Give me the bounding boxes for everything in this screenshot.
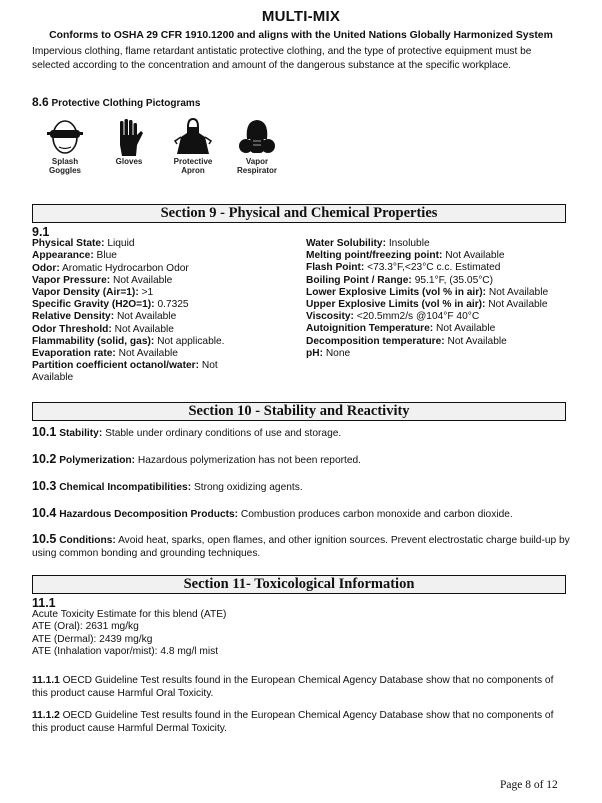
pictograms-heading-text: Protective Clothing Pictograms	[51, 98, 201, 109]
pictogram-vapor-respirator	[230, 117, 284, 175]
protective-apron-icon	[173, 117, 213, 157]
ate-line: Acute Toxicity Estimate for this blend (ATE)	[32, 609, 227, 621]
pictogram-gloves	[102, 117, 156, 175]
pictograms-heading	[32, 95, 200, 109]
pictogram-label: Vapor Respirator	[236, 157, 277, 175]
section-11-1-1: 11.1.1 OECD Guideline Test results found in the European Chemical Agency Database show that no components of this product cause Harmful Oral Toxicity.	[32, 675, 554, 699]
pictogram-label: Gloves	[115, 157, 143, 166]
section-11-ate	[32, 597, 226, 658]
property-row: Vapor Pressure: Not Available	[32, 274, 173, 286]
vapor-respirator-icon	[237, 117, 277, 157]
property-row: Partition coefficient octanol/water: Not Available	[32, 360, 218, 384]
property-row: Upper Explosive Limits (vol % in air): Not Available	[306, 299, 548, 311]
property-row: Flammability (solid, gas): Not applicable.	[32, 335, 225, 347]
property-row: Odor Threshold: Not Available	[32, 323, 174, 335]
section-9-number: 9.1	[32, 225, 50, 239]
document-title: MULTI-MIX	[261, 8, 341, 25]
section-11-number: 11.1	[32, 596, 56, 610]
section-9-header: Section 9 - Physical and Chemical Properties	[32, 204, 566, 223]
section-11-header: Section 11- Toxicological Information	[32, 575, 566, 594]
property-row: Odor: Aromatic Hydrocarbon Odor	[32, 262, 189, 274]
property-row: Melting point/freezing point: Not Available	[306, 250, 505, 262]
property-row: Autoignition Temperature: Not Available	[306, 323, 496, 335]
ate-line: ATE (Inhalation vapor/mist): 4.8 mg/l mist	[32, 645, 219, 657]
pictograms-number: 8.6	[32, 95, 49, 109]
property-row: Relative Density: Not Available	[32, 311, 177, 323]
document-subtitle: Conforms to OSHA 29 CFR 1910.1200 and aligns with the United Nations Globally Harmonized System	[49, 30, 553, 41]
page-number: Page 8 of 12	[500, 779, 558, 791]
property-row: pH: None	[306, 347, 351, 359]
intro-paragraph: Impervious clothing, flame retardant antistatic protective clothing, and the type of protective equipment must be selected according to the concentration and amount of the dangerous substance at the specific workplace.	[32, 46, 532, 71]
pictogram-label: Splash Goggles	[48, 157, 81, 175]
pictogram-protective-apron	[166, 117, 220, 175]
pictogram-label: Protective Apron	[173, 157, 213, 175]
property-row: Decomposition temperature: Not Available	[306, 335, 507, 347]
gloves-icon	[109, 117, 149, 157]
property-row: Evaporation rate: Not Available	[32, 348, 178, 360]
splash-goggles-icon	[45, 117, 85, 157]
property-row: Vapor Density (Air=1): >1	[32, 287, 154, 299]
property-row: Boiling Point / Range: 95.1°F, (35.05°C)	[306, 274, 494, 286]
pictogram-splash-goggles	[38, 117, 92, 175]
property-row: Viscosity: <20.5mm2/s @104°F 40°C	[306, 311, 480, 323]
property-row: Water Solubility: Insoluble	[306, 238, 430, 249]
property-row: Appearance: Blue	[32, 250, 117, 262]
section-10-4: 10.4 Hazardous Decomposition Products: Combustion produces carbon monoxide and carbon dioxide.	[32, 506, 513, 520]
section-10-2: 10.2 Polymerization: Hazardous polymerization has not been reported.	[32, 452, 362, 466]
ate-line: ATE (Dermal): 2439 mg/kg	[32, 633, 153, 645]
section-9-left-column	[32, 226, 302, 385]
section-10-3: 10.3 Chemical Incompatibilities: Strong oxidizing agents.	[32, 479, 303, 493]
property-row: Specific Gravity (H2O=1): 0.7325	[32, 299, 189, 311]
section-10-1: 10.1 Stability: Stable under ordinary conditions of use and storage.	[32, 425, 342, 439]
section-11-1-2: 11.1.2 OECD Guideline Test results found in the European Chemical Agency Database show that no components of this product cause Harmful Dermal Toxicity.	[32, 710, 554, 734]
property-row: Flash Point: <73.3°F,<23°C c.c. Estimated	[306, 262, 501, 274]
property-row: Physical State: Liquid	[32, 238, 135, 250]
property-row: Lower Explosive Limits (vol % in air): Not Available	[306, 286, 549, 298]
pictogram-row	[38, 117, 284, 175]
section-10-header: Section 10 - Stability and Reactivity	[32, 402, 566, 421]
section-9-right-column	[306, 238, 596, 360]
section-10-5: 10.5 Conditions: Avoid heat, sparks, open flames, and other ignition sources. Prevent electrostatic charge build-up by using common bonding and grounding techniques.	[32, 532, 570, 559]
ate-line: ATE (Oral): 2631 mg/kg	[32, 621, 139, 633]
